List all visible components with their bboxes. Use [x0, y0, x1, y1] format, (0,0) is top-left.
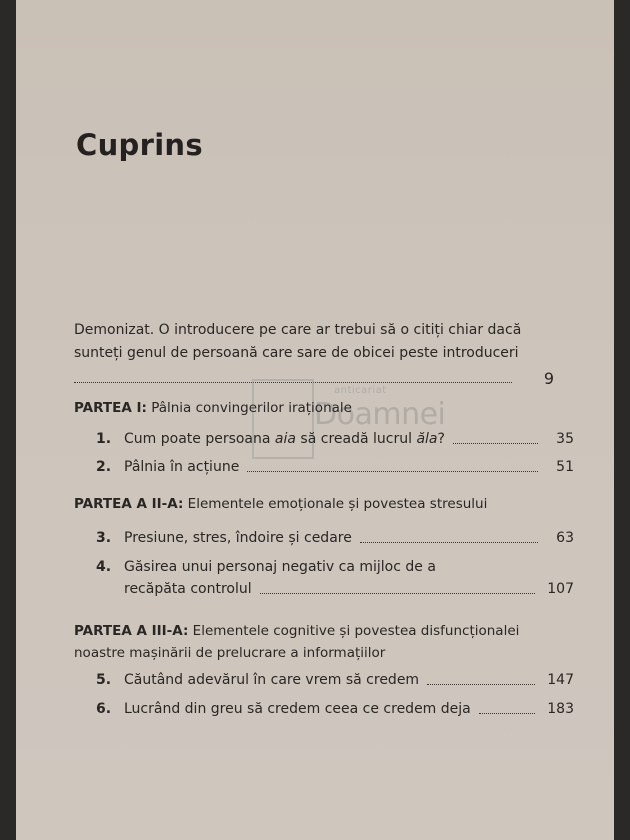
watermark-small-text: anticariat [334, 385, 387, 396]
chapter-entry [96, 699, 574, 719]
part-title: Elementele cognitive și povestea disfuncționalei [188, 623, 520, 639]
dot-leader [247, 471, 538, 472]
part-label: PARTEA A III-A: [74, 623, 189, 639]
part-title-continued: noastre mașinării de prelucrare a informațiilor [74, 645, 386, 661]
chapter-page-number: 107 [547, 581, 574, 597]
chapter-page-number: 63 [556, 530, 574, 546]
chapter-title: Găsirea unui personaj negativ ca mijloc de a [124, 559, 436, 575]
chapter-number: 4. [96, 559, 112, 575]
chapter-entry [96, 528, 574, 548]
part-heading [74, 621, 519, 641]
chapter-number: 6. [96, 701, 112, 717]
chapter-number: 5. [96, 672, 112, 688]
part-heading [74, 494, 487, 514]
chapter-entry-title-line-1 [96, 557, 574, 577]
dot-leader [427, 684, 535, 685]
chapter-title: Presiune, stres, îndoire și cedare [124, 530, 352, 546]
part-label: PARTEA A II-A: [74, 496, 184, 512]
chapter-entry-title-line-2 [124, 579, 574, 599]
part-heading-continued [74, 643, 385, 663]
chapter-page-number: 183 [547, 701, 574, 717]
chapter-number: 2. [96, 459, 112, 475]
chapter-title: Cum poate persoana aia să creadă lucrul ăla? [124, 431, 445, 447]
part-heading [74, 398, 352, 418]
part-title: Elementele emoționale și povestea stresului [183, 496, 488, 512]
intro-entry [74, 319, 534, 365]
chapter-entry [96, 670, 574, 690]
chapter-entry [96, 429, 574, 449]
intro-title-line-1: Demonizat. O introducere pe care ar trebui să o citiți chiar dacă [74, 322, 522, 338]
chapter-entry [96, 457, 574, 477]
chapter-page-number: 51 [556, 459, 574, 475]
dot-leader [453, 443, 538, 444]
watermark-big-text: Doamnei [314, 397, 446, 432]
dot-leader [260, 593, 536, 594]
book-page [16, 0, 614, 840]
page-title: Cuprins [76, 128, 203, 162]
part-label: PARTEA I: [74, 400, 147, 416]
part-title: Pâlnia convingerilor iraționale [146, 400, 352, 416]
intro-page-number: 9 [543, 369, 554, 388]
dot-leader [360, 542, 538, 543]
intro-title-line-2: sunteți genul de persoană care sare de obicei peste introduceri [74, 345, 519, 361]
chapter-title: Pâlnia în acțiune [124, 459, 240, 475]
chapter-page-number: 147 [547, 672, 574, 688]
dot-leader [479, 713, 536, 714]
chapter-number: 1. [96, 431, 112, 447]
chapter-title: Lucrând din greu să credem ceea ce credem deja [124, 701, 471, 717]
chapter-page-number: 35 [556, 431, 574, 447]
chapter-title-continued: recăpăta controlul [124, 581, 252, 597]
chapter-title: Căutând adevărul în care vrem să credem [124, 672, 420, 688]
chapter-number: 3. [96, 530, 112, 546]
